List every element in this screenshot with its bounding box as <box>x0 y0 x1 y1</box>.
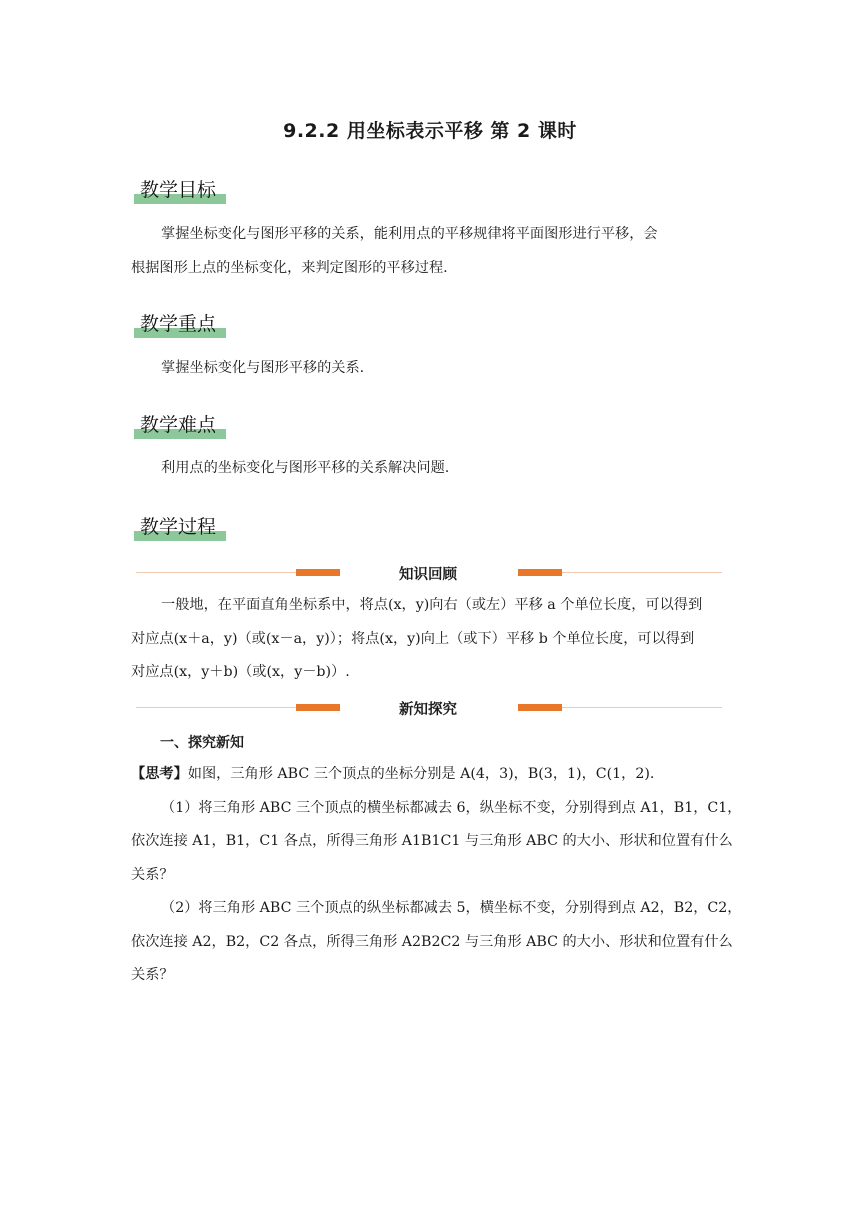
difficulties-paragraph <box>131 452 731 486</box>
think-text: 如图，三角形 ABC 三个顶点的坐标分别是 A(4，3)，B(3，1)，C(1，2). <box>187 766 655 782</box>
divider-knowledge-review <box>136 563 722 583</box>
divider-block-right <box>518 569 562 576</box>
paragraph-line: 根据图形上点的坐标变化，来判定图形的平移过程. <box>131 259 448 276</box>
divider-new-knowledge <box>136 698 722 718</box>
divider-rule-left <box>136 572 296 573</box>
section-heading-text: 教学难点 <box>140 414 217 436</box>
divider-rule-right <box>562 707 722 708</box>
paragraph-line: 一般地，在平面直角坐标系中，将点(x，y)向右（或左）平移 a 个单位长度，可以得到 <box>161 597 703 613</box>
question-2-line: 关系？ <box>131 967 174 983</box>
question-1-line: （1）将三角形 ABC 三个顶点的横坐标都减去 6，纵坐标不变，分别得到点 A1，B1，C1， <box>161 799 742 816</box>
question-1-line: 依次连接 A1，B1，C1 各点，所得三角形 A1B1C1 与三角形 ABC 的大小、形状和位置有什么 <box>131 833 733 849</box>
divider-block-right <box>518 704 562 711</box>
think-line <box>131 758 731 792</box>
page-title: 9.2.2 用坐标表示平移 第 2 课时 <box>283 120 577 142</box>
divider-label: 知识回顾 <box>399 567 457 583</box>
paragraph-line: 对应点(x＋a，y)（或(x－a，y)）；将点(x，y)向上（或下）平移 b 个单位长度，可以得到 <box>131 630 695 647</box>
review-paragraph <box>131 589 731 690</box>
section-heading-difficulties <box>134 405 234 441</box>
divider-block-left <box>296 569 340 576</box>
section-heading-objectives <box>134 170 234 206</box>
paragraph-line: 掌握坐标变化与图形平移的关系. <box>161 360 365 376</box>
divider-block-left <box>296 704 340 711</box>
paragraph-line: 对应点(x，y＋b)（或(x，y－b)）. <box>131 664 350 680</box>
divider-rule-right <box>562 572 722 573</box>
section-heading-key-points <box>134 304 234 340</box>
question-2-line: （2）将三角形 ABC 三个顶点的纵坐标都减去 5，横坐标不变，分别得到点 A2，B2，C2， <box>161 900 742 916</box>
objectives-paragraph <box>131 218 731 285</box>
subheading-explore: 一、探究新知 <box>160 735 244 751</box>
paragraph-line: 利用点的坐标变化与图形平移的关系解决问题. <box>161 460 450 476</box>
divider-rule-left <box>136 707 296 708</box>
divider-label: 新知探究 <box>399 702 457 718</box>
question-1-line: 关系？ <box>131 866 174 883</box>
explore-paragraph <box>131 758 742 993</box>
key-points-paragraph <box>131 352 731 386</box>
paragraph-line: 掌握坐标变化与图形平移的关系，能利用点的平移规律将平面图形进行平移，会 <box>161 226 658 242</box>
question-2-line: 依次连接 A2，B2，C2 各点，所得三角形 A2B2C2 与三角形 ABC 的大小、形状和位置有什么 <box>131 933 733 950</box>
section-heading-process <box>134 507 234 543</box>
section-heading-text: 教学过程 <box>140 516 217 538</box>
think-label: 【思考】 <box>131 766 188 782</box>
section-heading-text: 教学目标 <box>140 179 217 201</box>
section-heading-text: 教学重点 <box>140 313 217 335</box>
